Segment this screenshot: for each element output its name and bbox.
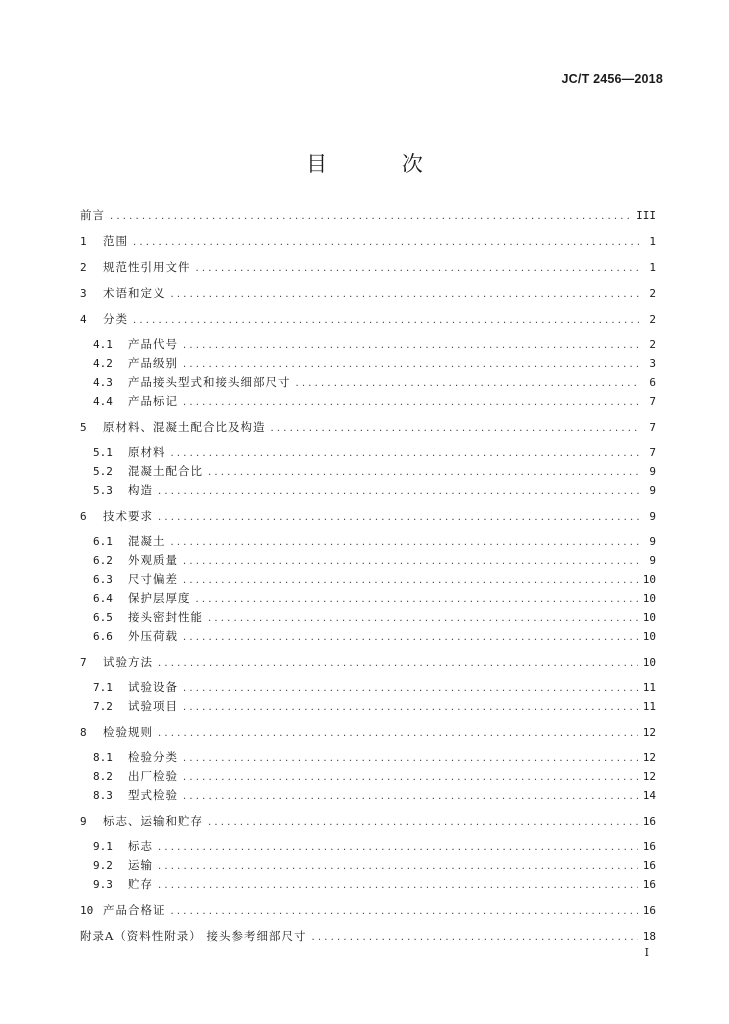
- toc-entry-label: 术语和定义: [103, 286, 166, 300]
- toc-entry-8-3[interactable]: [80, 786, 656, 805]
- toc-entry-page: 14: [642, 789, 656, 802]
- toc-entry-page: 2: [649, 287, 656, 300]
- toc-leader-dots: [208, 609, 638, 628]
- toc-entry-6[interactable]: [80, 507, 656, 526]
- toc-entry-3[interactable]: [80, 284, 656, 303]
- toc-entry-9-3[interactable]: [80, 875, 656, 894]
- toc-entry-page: 12: [642, 751, 656, 764]
- toc-entry-4-1[interactable]: [80, 335, 656, 354]
- toc-leader-dots: [171, 285, 640, 304]
- toc-leader-dots: [171, 444, 640, 463]
- toc-entry-6-5[interactable]: [80, 608, 656, 627]
- toc-entry-label: 产品级别: [128, 356, 178, 370]
- toc-entry-label: 保护层厚度: [128, 591, 191, 605]
- toc-leader-dots: [183, 768, 638, 787]
- toc-entry-number: 4.2: [93, 357, 113, 370]
- toc-entry-label: 运输: [128, 858, 153, 872]
- toc-leader-dots: [271, 419, 640, 438]
- toc-entry-7[interactable]: [80, 653, 656, 672]
- toc-entry-number: 4.4: [93, 395, 113, 408]
- toc-entry-number: 4.3: [93, 376, 113, 389]
- toc-entry-7-1[interactable]: [80, 678, 656, 697]
- toc-entry-page: 9: [649, 510, 656, 523]
- toc-entry-page: 16: [642, 904, 656, 917]
- toc-entry-number: 6.1: [93, 535, 113, 548]
- toc-entry-page: 12: [642, 726, 656, 739]
- toc-entry-page: 18: [642, 930, 656, 943]
- toc-entry-page: 1: [649, 235, 656, 248]
- toc-leader-dots: [158, 838, 638, 857]
- toc-entry-label: 接头密封性能: [128, 610, 203, 624]
- toc-entry-label: 出厂检验: [128, 769, 178, 783]
- toc-entry-label: 外压荷载: [128, 629, 178, 643]
- toc-entry-label: 构造: [128, 483, 153, 497]
- toc-leader-dots: [183, 628, 638, 647]
- toc-entry-label: 尺寸偏差: [128, 572, 178, 586]
- toc-entry-number: 5.2: [93, 465, 113, 478]
- toc-entry-page: 11: [642, 681, 656, 694]
- toc-entry-number: 9.2: [93, 859, 113, 872]
- toc-entry-appendix-a[interactable]: [80, 927, 656, 946]
- toc-entry-label: 技术要求: [103, 509, 153, 523]
- toc-entry-number: 5.1: [93, 446, 113, 459]
- toc-entry-number: 8.2: [93, 770, 113, 783]
- toc-entry-number: 6.4: [93, 592, 113, 605]
- toc-entry-page: III: [636, 209, 656, 222]
- toc-entry-number: 4.1: [93, 338, 113, 351]
- table-of-contents: [80, 206, 656, 946]
- toc-entry-number: 6.3: [93, 573, 113, 586]
- toc-entry-page: 10: [642, 611, 656, 624]
- toc-entry-number: 7.1: [93, 681, 113, 694]
- toc-entry-page: 16: [642, 840, 656, 853]
- toc-entry-label: 分类: [103, 312, 128, 326]
- toc-leader-dots: [183, 336, 639, 355]
- toc-entry-10[interactable]: [80, 901, 656, 920]
- toc-entry-page: 10: [642, 592, 656, 605]
- toc-leader-dots: [208, 813, 638, 832]
- toc-entry-label: 产品标记: [128, 394, 178, 408]
- toc-entry-5[interactable]: [80, 418, 656, 437]
- toc-entry-label: 检验规则: [103, 725, 153, 739]
- toc-entry-label: 混凝土: [128, 534, 166, 548]
- standard-code: JC/T 2456—2018: [561, 72, 663, 86]
- toc-entry-5-1[interactable]: [80, 443, 656, 462]
- toc-entry-1[interactable]: [80, 232, 656, 251]
- toc-entry-page: 16: [642, 878, 656, 891]
- toc-leader-dots: [183, 552, 639, 571]
- toc-leader-dots: [158, 724, 638, 743]
- toc-entry-page: 9: [649, 465, 656, 478]
- toc-entry-number: 1: [80, 235, 87, 248]
- toc-entry-page: 7: [649, 446, 656, 459]
- toc-entry-4-4[interactable]: [80, 392, 656, 411]
- toc-entry-page: 10: [642, 573, 656, 586]
- toc-leader-dots: [183, 571, 638, 590]
- toc-leader-dots: [158, 508, 639, 527]
- toc-leader-dots: [158, 482, 639, 501]
- toc-entry-6-4[interactable]: [80, 589, 656, 608]
- toc-entry-4-3[interactable]: [80, 373, 656, 392]
- toc-entry-number: 8.3: [93, 789, 113, 802]
- toc-entry-label: 范围: [103, 234, 128, 248]
- toc-entry-page: 3: [649, 357, 656, 370]
- toc-entry-number: 8.1: [93, 751, 113, 764]
- toc-entry-label: 外观质量: [128, 553, 178, 567]
- toc-entry-label: 试验方法: [103, 655, 153, 669]
- toc-entry-number: 7: [80, 656, 87, 669]
- toc-entry-label: 前言: [80, 208, 105, 222]
- toc-entry-8-2[interactable]: [80, 767, 656, 786]
- toc-entry-label: 试验项目: [128, 699, 178, 713]
- toc-entry-label: 标志: [128, 839, 153, 853]
- toc-entry-6-1[interactable]: [80, 532, 656, 551]
- toc-leader-dots: [171, 533, 640, 552]
- toc-entry-page: 9: [649, 484, 656, 497]
- toc-entry-label: 产品接头型式和接头细部尺寸: [128, 375, 291, 389]
- toc-entry-6-2[interactable]: [80, 551, 656, 570]
- toc-entry-number: 3: [80, 287, 87, 300]
- toc-entry-8[interactable]: [80, 723, 656, 742]
- toc-entry-9-1[interactable]: [80, 837, 656, 856]
- toc-entry-page: 16: [642, 859, 656, 872]
- toc-leader-dots: [296, 374, 640, 393]
- toc-entry-label: 贮存: [128, 877, 153, 891]
- toc-entry-label: 产品代号: [128, 337, 178, 351]
- toc-leader-dots: [183, 679, 638, 698]
- toc-entry-9-2[interactable]: [80, 856, 656, 875]
- toc-entry-number: 7.2: [93, 700, 113, 713]
- toc-entry-page: 2: [649, 313, 656, 326]
- toc-entry-page: 12: [642, 770, 656, 783]
- toc-entry-page: 10: [642, 656, 656, 669]
- page-number: I: [644, 946, 649, 959]
- toc-entry-6-3[interactable]: [80, 570, 656, 589]
- toc-entry-number: 2: [80, 261, 87, 274]
- toc-entry-number: 9.3: [93, 878, 113, 891]
- toc-entry-number: 6.5: [93, 611, 113, 624]
- toc-leader-dots: [196, 259, 640, 278]
- toc-entry-5-3[interactable]: [80, 481, 656, 500]
- toc-entry-4-2[interactable]: [80, 354, 656, 373]
- toc-leader-dots: [158, 654, 638, 673]
- toc-leader-dots: [133, 311, 639, 330]
- toc-entry-page: 16: [642, 815, 656, 828]
- toc-entry-7-2[interactable]: [80, 697, 656, 716]
- toc-entry-number: 10: [80, 904, 94, 917]
- toc-entry-label: 型式检验: [128, 788, 178, 802]
- toc-leader-dots: [183, 787, 638, 806]
- toc-entry-label: 试验设备: [128, 680, 178, 694]
- toc-entry-number: 4: [80, 313, 87, 326]
- toc-entry-number: 6.2: [93, 554, 113, 567]
- toc-entry-2[interactable]: [80, 258, 656, 277]
- toc-entry-foreword[interactable]: [80, 206, 656, 225]
- toc-entry-page: 11: [642, 700, 656, 713]
- toc-entry-8-1[interactable]: [80, 748, 656, 767]
- toc-entry-page: 10: [642, 630, 656, 643]
- toc-entry-page: 1: [649, 261, 656, 274]
- toc-entry-number: 6.6: [93, 630, 113, 643]
- toc-leader-dots: [183, 749, 638, 768]
- toc-entry-label: 标志、运输和贮存: [103, 814, 203, 828]
- toc-entry-label: 规范性引用文件: [103, 260, 191, 274]
- toc-entry-page: 7: [649, 395, 656, 408]
- toc-entry-label: 检验分类: [128, 750, 178, 764]
- toc-entry-page: 7: [649, 421, 656, 434]
- toc-leader-dots: [158, 857, 638, 876]
- page-title: 目 次: [306, 152, 457, 176]
- toc-leader-dots: [311, 928, 637, 947]
- toc-entry-page: 9: [649, 535, 656, 548]
- toc-entry-label: 原材料: [128, 445, 166, 459]
- toc-entry-label: 原材料、混凝土配合比及构造: [103, 420, 266, 434]
- toc-entry-label: 附录A（资料性附录） 接头参考细部尺寸: [80, 929, 307, 943]
- toc-leader-dots: [183, 393, 639, 412]
- toc-leader-dots: [183, 698, 638, 717]
- toc-entry-number: 5: [80, 421, 87, 434]
- toc-entry-number: 8: [80, 726, 87, 739]
- toc-entry-number: 9: [80, 815, 87, 828]
- toc-leader-dots: [133, 233, 639, 252]
- toc-entry-9[interactable]: [80, 812, 656, 831]
- toc-entry-page: 6: [649, 376, 656, 389]
- toc-leader-dots: [183, 355, 639, 374]
- toc-entry-label: 混凝土配合比: [128, 464, 203, 478]
- toc-entry-number: 9.1: [93, 840, 113, 853]
- toc-leader-dots: [158, 876, 638, 895]
- toc-leader-dots: [171, 902, 638, 921]
- toc-leader-dots: [208, 463, 639, 482]
- toc-leader-dots: [196, 590, 638, 609]
- toc-entry-label: 产品合格证: [103, 903, 166, 917]
- toc-leader-dots: [110, 207, 631, 226]
- toc-entry-number: 6: [80, 510, 87, 523]
- toc-entry-5-2[interactable]: [80, 462, 656, 481]
- toc-entry-number: 5.3: [93, 484, 113, 497]
- toc-entry-page: 2: [649, 338, 656, 351]
- toc-entry-6-6[interactable]: [80, 627, 656, 646]
- toc-entry-page: 9: [649, 554, 656, 567]
- toc-entry-4[interactable]: [80, 310, 656, 329]
